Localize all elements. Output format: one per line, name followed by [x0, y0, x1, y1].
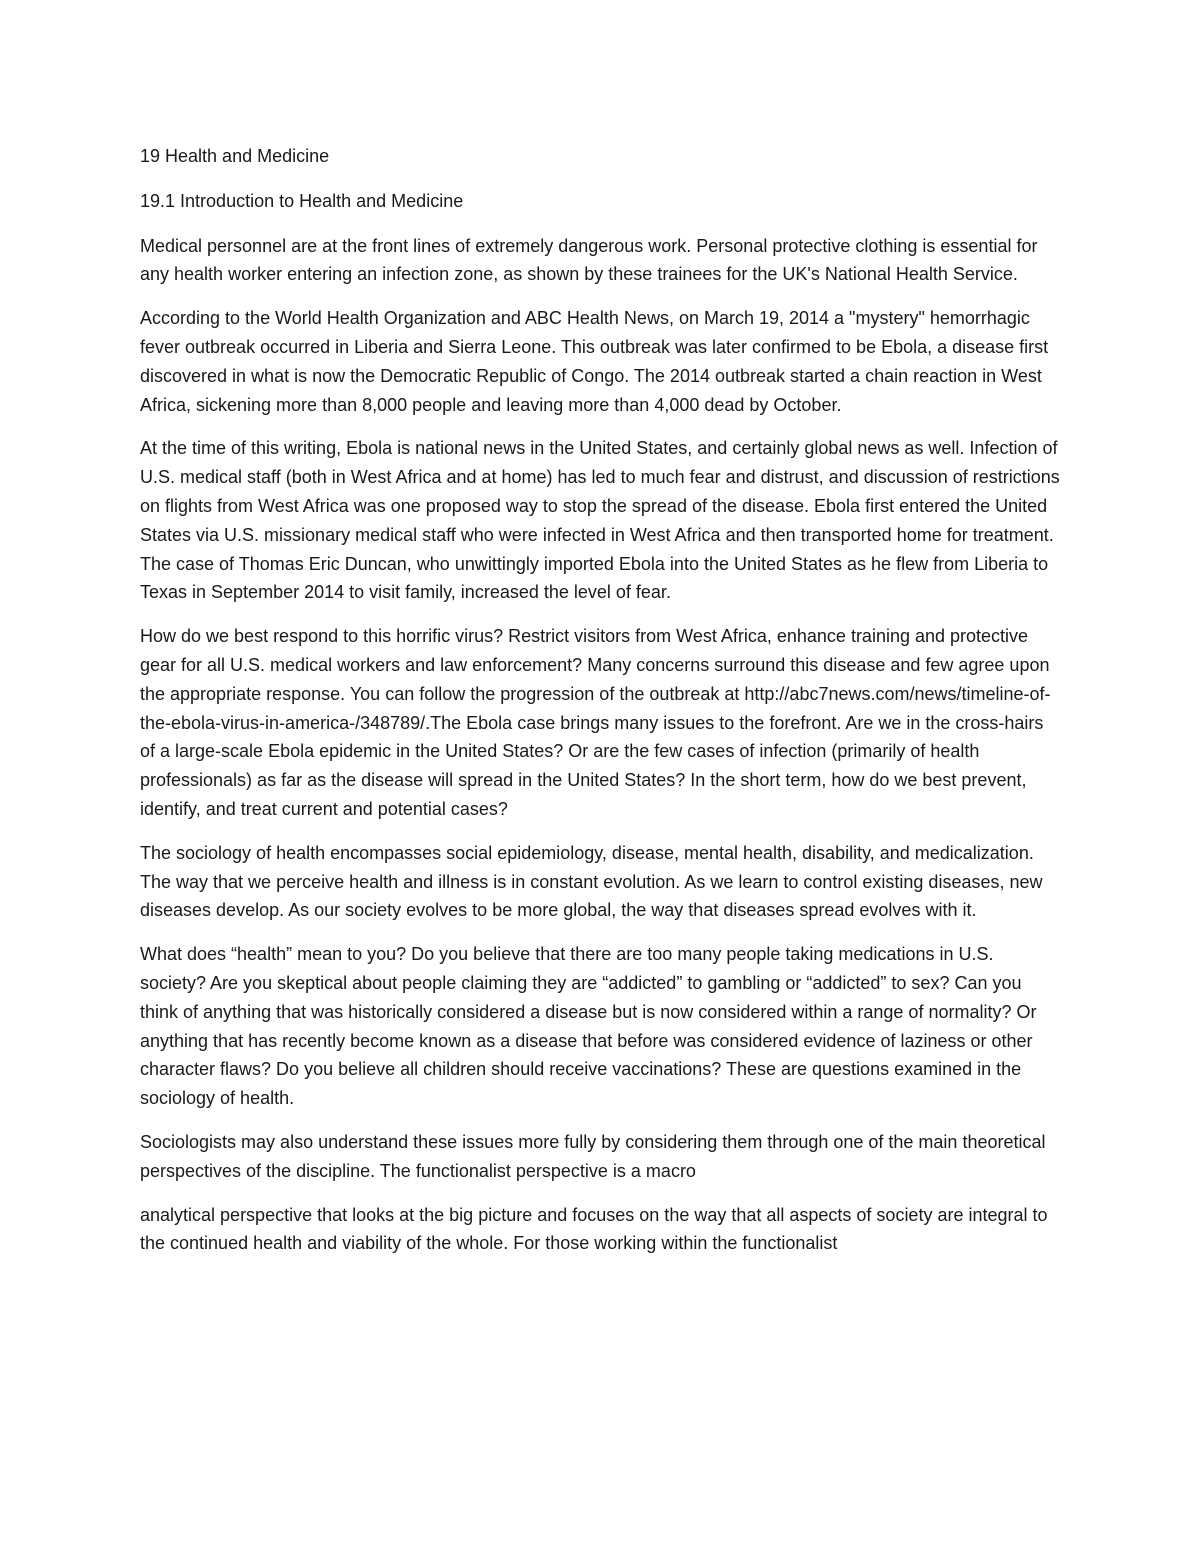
paragraph-perspectives: Sociologists may also understand these issues more fully by considering them through one of the main theoretical perspectives of the discipline. The functionalist perspective is a macro [140, 1131, 1046, 1181]
paragraph-ppe: Medical personnel are at the front lines of extremely dangerous work. Personal protective clothing is essential for any health worker entering an infection zone, as shown by these trainees for the UK's National Health Service. [140, 235, 1038, 285]
paragraph-sociology-of-health: The sociology of health encompasses social epidemiology, disease, mental health, disability, and medicalization. The way that we perceive health and illness is in constant evolution. As we learn to control existing diseases, new diseases develop. As our society evolves to be more global, the way that diseases spread evolves with it. [140, 842, 1043, 921]
paragraph-outbreak: According to the World Health Organization and ABC Health News, on March 19, 2014 a "mystery" hemorrhagic fever outbreak occurred in Liberia and Sierra Leone. This outbreak was later confirmed to be Ebola, a disease first discovered in what is now the Democratic Republic of Congo. The 2014 outbreak started a chain reaction in West Africa, sickening more than 8,000 people and leaving more than 4,000 dead by October. [140, 308, 1049, 415]
section-title: 19.1 Introduction to Health and Medicine [140, 190, 464, 211]
paragraph-ebola-news: At the time of this writing, Ebola is national news in the United States, and certainly global news as well. Infection of U.S. medical staff (both in West Africa and at home) has led to much fear and distrust, and discussion of restrictions on flights from West Africa was one proposed way to stop the spread of the disease. Ebola first entered the United States via U.S. missionary medical staff who were infected in West Africa and then transported home for treatment. The case of Thomas Eric Duncan, who unwittingly imported Ebola into the United States as he flew from Liberia to Texas in September 2014 to visit family, increased the level of fear. [140, 438, 1060, 603]
paragraph-questions: What does “health” mean to you? Do you believe that there are too many people taking medications in U.S. society? Are you skeptical about people claiming they are “addicted” to gambling or “addicted” to sex? Can you think of anything that was historically considered a disease but is now considered within a range of normality? Or anything that has recently become known as a disease that before was considered evidence of laziness or other character flaws? Do you believe all children should receive vaccinations? These are questions examined in the sociology of health. [140, 944, 1037, 1109]
paragraph-response: How do we best respond to this horrific virus? Restrict visitors from West Africa, enhance training and protective gear for all U.S. medical workers and law enforcement? Many concerns surround this disease and few agree upon the appropriate response. You can follow the progression of the outbreak at http://abc7news.com/news/timeline-of-the-ebola-virus-in-america-/348789/.The Ebola case brings many issues to the forefront. Are we in the cross-hairs of a large-scale Ebola epidemic in the United States? Or are the few cases of infection (primarily of health professionals) as far as the disease will spread in the United States? In the short term, how do we best prevent, identify, and treat current and potential cases? [140, 626, 1051, 819]
paragraph-functionalist: analytical perspective that looks at the big picture and focuses on the way that all aspects of society are integral to the continued health and viability of the whole. For those working within the functionalist [140, 1204, 1048, 1254]
chapter-title: 19 Health and Medicine [140, 146, 330, 166]
